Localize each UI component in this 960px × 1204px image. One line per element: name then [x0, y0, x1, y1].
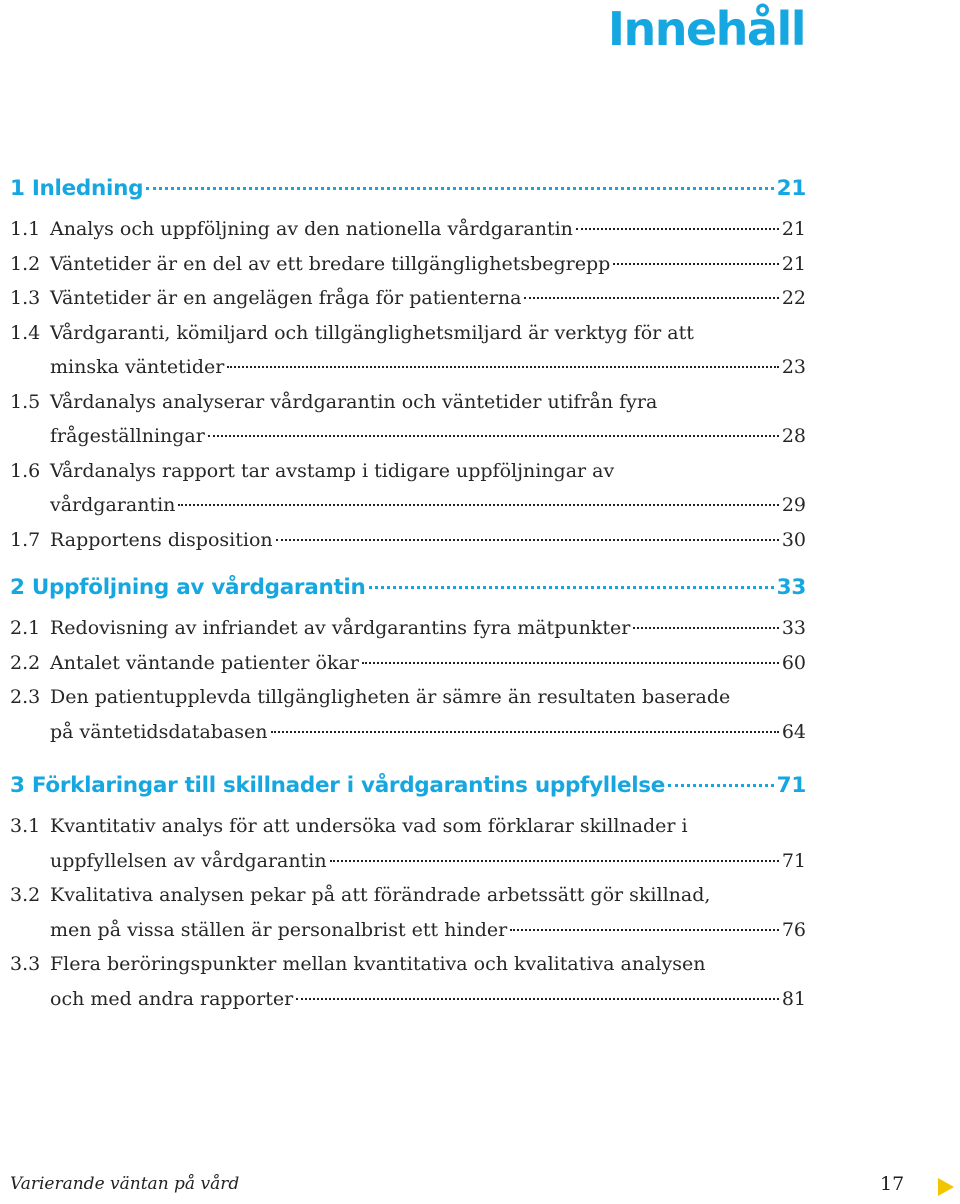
toc-item-text: Redovisning av infriandet av vårdgarantins fyra mätpunkter: [50, 617, 631, 639]
toc-item-page: 21: [781, 252, 806, 275]
toc-item-page: 33: [781, 617, 806, 639]
toc-item-text: på väntetidsdatabasen: [50, 720, 268, 743]
table-of-contents: [10, 176, 806, 1022]
toc-item-number: 2.1: [10, 617, 41, 639]
footer-page-number: 17: [880, 1173, 905, 1195]
toc-section-label: 3 Förklaringar till skillnader i vårdgarantins uppfyllelse: [10, 773, 666, 798]
toc-item-number: 1.5: [10, 390, 41, 413]
toc-item[interactable]: [10, 218, 806, 253]
toc-section-page: 33: [776, 575, 806, 600]
toc-leader-dots: [510, 929, 779, 931]
toc-item-number: 1.2: [10, 252, 41, 275]
toc-item-text: Vårdanalys rapport tar avstamp i tidigare uppföljningar av: [50, 459, 615, 482]
toc-leader-dots: [524, 297, 778, 299]
toc-item[interactable]: [10, 287, 806, 322]
toc-item-number: 1.4: [10, 321, 41, 344]
toc-section-label: 2 Uppföljning av vårdgarantin: [10, 575, 366, 600]
toc-item-text: uppfyllelsen av vårdgarantin: [50, 849, 327, 872]
toc-item-number: 1.3: [10, 287, 41, 309]
toc-item-page: 28: [781, 425, 806, 447]
toc-item-page: 60: [781, 651, 806, 674]
toc-leader-dots: [178, 504, 778, 506]
toc-item-text: minska väntetider: [50, 356, 225, 378]
toc-item-page: 71: [781, 849, 806, 872]
toc-section-page: 21: [776, 176, 806, 201]
toc-leader-dots: [668, 784, 774, 787]
footer-report-title: Varierande väntan på vård: [10, 1174, 240, 1194]
toc-item-page: 21: [781, 218, 806, 240]
toc-section: [10, 773, 806, 1022]
toc-leader-dots: [576, 228, 779, 230]
toc-leader-dots: [227, 366, 778, 368]
toc-item[interactable]: [10, 460, 806, 529]
toc-item-page: 23: [781, 356, 806, 378]
toc-item-page: 76: [781, 918, 806, 941]
toc-item-page: 22: [781, 287, 806, 309]
toc-section-heading[interactable]: [10, 773, 806, 809]
toc-item-number: 2.3: [10, 686, 41, 708]
toc-item-text: men på vissa ställen är personalbrist ett hinder: [50, 918, 508, 941]
toc-section-heading[interactable]: [10, 176, 806, 212]
toc-item-number: 1.7: [10, 528, 41, 551]
toc-item-text: Väntetider är en del av ett bredare tillgänglighetsbegrepp: [50, 252, 611, 275]
toc-leader-dots: [362, 662, 779, 664]
toc-item-page: 30: [781, 528, 806, 551]
toc-item-number: 2.2: [10, 651, 41, 674]
toc-section: [10, 575, 806, 755]
toc-item-page: 64: [781, 720, 806, 743]
toc-item[interactable]: [10, 884, 806, 953]
toc-leader-dots: [633, 627, 779, 629]
toc-section-label: 1 Inledning: [10, 176, 144, 201]
toc-item[interactable]: [10, 322, 806, 391]
page-title: Innehåll: [607, 2, 805, 56]
toc-section: [10, 176, 806, 563]
toc-item-text: Kvantitativ analys för att undersöka vad som förklarar skillnader i: [50, 815, 688, 837]
toc-item-text: Analys och uppföljning av den nationella vårdgarantin: [50, 218, 573, 240]
toc-item-text: Vårdanalys analyserar vårdgarantin och väntetider utifrån fyra: [50, 390, 658, 413]
toc-item-number: 3.3: [10, 953, 41, 975]
toc-item[interactable]: [10, 953, 806, 1022]
toc-item[interactable]: [10, 529, 806, 564]
toc-section-heading[interactable]: [10, 575, 806, 611]
toc-item-text: Vårdgaranti, kömiljard och tillgänglighetsmiljard är verktyg för att: [50, 321, 694, 344]
toc-leader-dots: [613, 263, 778, 265]
toc-leader-dots: [296, 998, 779, 1000]
toc-item-text: Rapportens disposition: [50, 528, 273, 551]
toc-item-text: Kvalitativa analysen pekar på att förändrade arbetssätt gör skillnad,: [50, 884, 711, 906]
toc-item-text: frågeställningar: [50, 425, 205, 447]
toc-item[interactable]: [10, 617, 806, 652]
toc-item[interactable]: [10, 815, 806, 884]
toc-leader-dots: [276, 539, 779, 541]
toc-item-number: 3.1: [10, 815, 41, 837]
toc-item-text: Den patientupplevda tillgängligheten är sämre än resultaten baserade: [50, 686, 731, 708]
toc-leader-dots: [271, 731, 779, 733]
toc-item[interactable]: [10, 253, 806, 288]
toc-item-text: vårdgarantin: [50, 494, 176, 516]
triangle-right-icon[interactable]: [938, 1178, 954, 1196]
toc-leader-dots: [146, 187, 774, 190]
toc-item-number: 3.2: [10, 884, 41, 906]
toc-item-number: 1.6: [10, 459, 41, 482]
toc-item-text: Antalet väntande patienter ökar: [50, 651, 359, 674]
toc-item-page: 81: [781, 987, 806, 1010]
toc-item[interactable]: [10, 652, 806, 687]
toc-item[interactable]: [10, 391, 806, 460]
toc-item[interactable]: [10, 686, 806, 755]
toc-item-text: Flera beröringspunkter mellan kvantitativa och kvalitativa analysen: [50, 953, 706, 975]
toc-leader-dots: [330, 860, 779, 862]
toc-leader-dots: [208, 435, 779, 437]
toc-item-number: 1.1: [10, 218, 41, 240]
toc-item-text: Väntetider är en angelägen fråga för patienterna: [50, 287, 522, 309]
toc-item-text: och med andra rapporter: [50, 987, 294, 1010]
toc-leader-dots: [369, 586, 774, 589]
toc-section-page: 71: [776, 773, 806, 798]
toc-item-page: 29: [781, 494, 806, 516]
